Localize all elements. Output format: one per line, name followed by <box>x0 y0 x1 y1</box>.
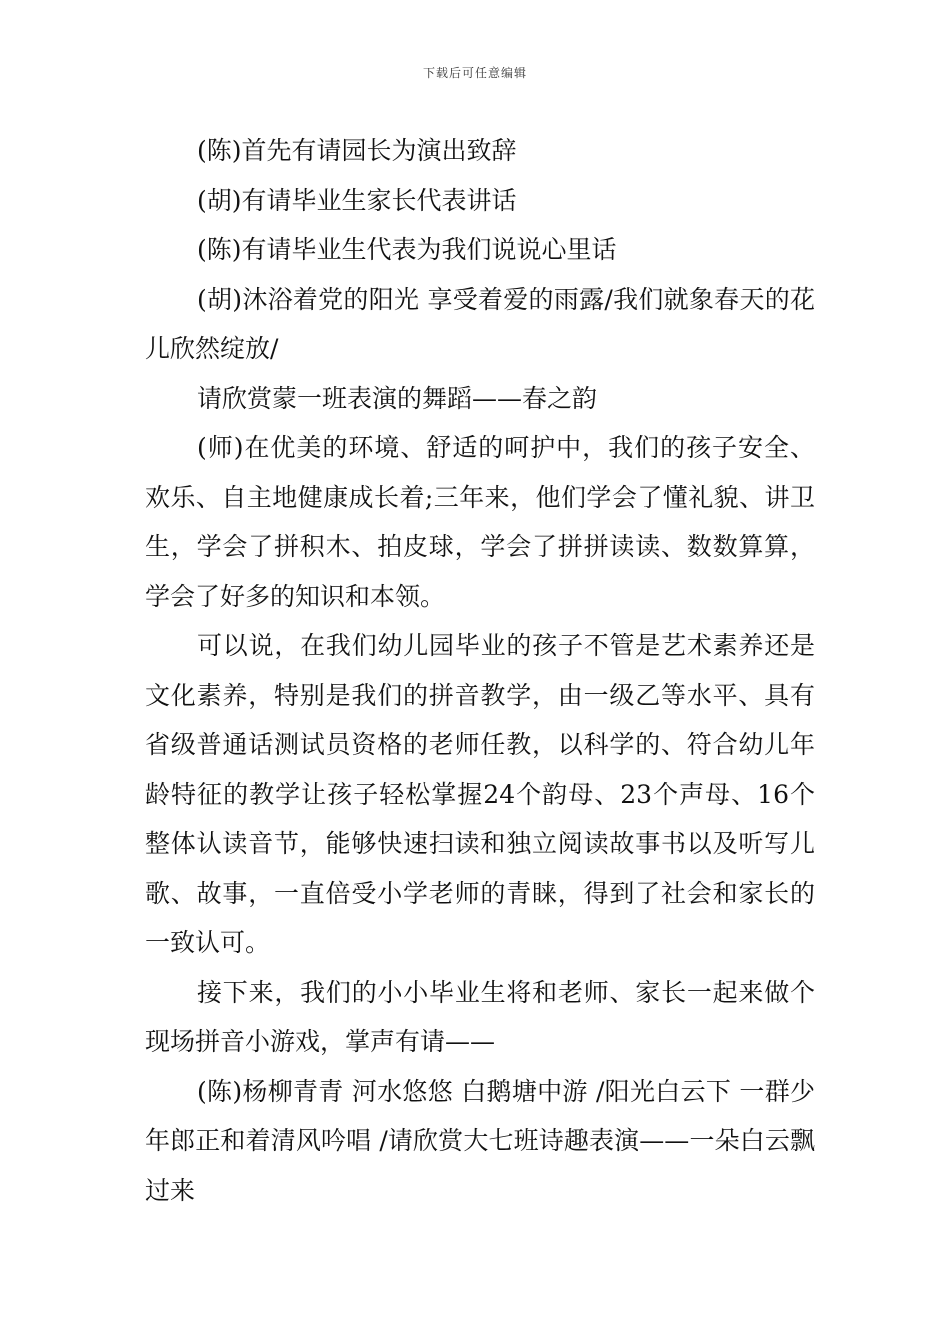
paragraph: (陈)有请毕业生代表为我们说说心里话 <box>197 235 617 264</box>
paragraph: (陈)首先有请园长为演出致辞 <box>197 136 517 165</box>
paragraph: 接下来，我们的小小毕业生将和老师、家长一起来做个现场拼音小游戏，掌声有请—— <box>145 977 815 1056</box>
paragraph: (胡)沐浴着党的阳光 享受着爱的雨露/我们就象春天的花儿欣然绽放/ <box>145 284 815 363</box>
paragraph: 可以说，在我们幼儿园毕业的孩子不管是艺术素养还是文化素养，特别是我们的拼音教学，由一级乙等水平、具有省级普通话测试员资格的老师任教，以科学的、符合幼儿年龄特征的教学让孩子轻松掌握24个韵母、23个声母、16个整体认读音节，能够快速扫读和独立阅读故事书以及听写儿歌、故事，一直倍受小学老师的青睐，得到了社会和家长的一致认可。 <box>145 631 815 957</box>
page-header: 下载后可任意编辑 <box>422 66 527 80</box>
paragraph: (陈)杨柳青青 河水悠悠 白鹅塘中游 /阳光白云下 一群少年郎正和着清风吟唱 /请欣赏大七班诗趣表演——一朵白云飘过来 <box>145 1076 816 1205</box>
paragraph: (胡)有请毕业生家长代表讲话 <box>197 185 517 215</box>
document-body <box>145 126 815 1215</box>
paragraph: 请欣赏蒙一班表演的舞蹈——春之韵 <box>197 383 598 413</box>
paragraph: (师)在优美的环境、舒适的呵护中，我们的孩子安全、欢乐、自主地健康成长着;三年来，他们学会了懂礼貌、讲卫生，学会了拼积木、拍皮球，学会了拼拼读读、数数算算，学会了好多的知识和本领。 <box>145 433 815 611</box>
